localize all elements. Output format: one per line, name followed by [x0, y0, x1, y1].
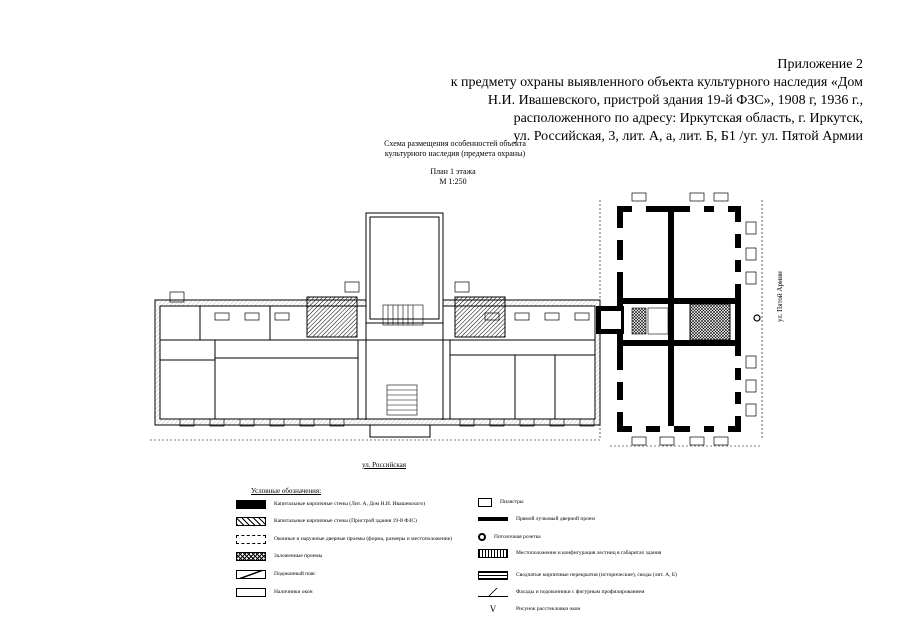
sill-belt-symbol — [236, 570, 266, 579]
legend-label: Прямой лучковый дверной проем — [516, 516, 595, 522]
legend-title: Условные обозначения: — [251, 487, 322, 495]
legend-item — [478, 586, 644, 598]
wall-annex-symbol — [236, 517, 266, 526]
rosette-symbol — [478, 533, 486, 541]
window-trim-symbol — [236, 588, 266, 597]
v-mark-symbol: V — [489, 603, 497, 614]
legend-item — [236, 568, 316, 580]
heading-line: расположенного по адресу: Иркутская область, г. Иркутск, — [513, 111, 863, 126]
legend-item — [236, 515, 417, 527]
legend-item — [236, 550, 322, 562]
legend-item — [478, 569, 677, 581]
legend-label: Оконные и наружные дверные проемы (форма, размеры и местоположение) — [274, 536, 453, 542]
heading-line: ул. Российская, 3, лит. А, а, лит. Б, Б1 /уг. ул. Пятой Армии — [513, 129, 863, 144]
pilaster-symbol — [478, 498, 492, 507]
legend-label: Фасады и подоконники с фигурным профилированием — [516, 589, 645, 595]
staircase-symbol — [478, 549, 508, 558]
scheme-title-line: культурного наследия (предмета охраны) — [384, 149, 526, 158]
scheme-title-line: Схема размещения особенностей объекта — [384, 139, 526, 148]
legend-item — [478, 531, 541, 543]
annex-wing — [155, 213, 600, 437]
legend-label: Капитальные кирпичные стены (Лит. А, Дом Н.И. Ивашевского) — [274, 501, 426, 507]
heading-line: Н.И. Ивашевского, пристрой здания 19-й ФЗС», 1908 г, 1936 г., — [487, 93, 863, 108]
legend-item — [236, 586, 313, 598]
legend-label: Заложенные проемы — [274, 553, 323, 559]
legend-item — [478, 547, 661, 559]
door-lintel-symbol — [478, 517, 508, 521]
legend-label: Местоположение и конфигурация лестниц в габаритах здания — [516, 550, 662, 556]
legend-label: Капитальные кирпичные стены (Пристрой здания 19-й ФЗС) — [274, 518, 417, 524]
street-label-pyatoy-armii: ул. Пятой Армии — [776, 271, 784, 322]
plan-name: План 1 этажа — [430, 167, 476, 176]
vault-symbol — [478, 571, 508, 580]
legend-label: Пилястры — [500, 499, 524, 505]
legend-label: Потолочная розетка — [494, 534, 541, 540]
facade-profile-symbol — [478, 588, 508, 597]
legend-item — [236, 498, 425, 510]
opening-symbol — [236, 535, 266, 544]
street-label-rossiyskaya: ул. Российская — [362, 461, 407, 469]
legend-label: Наличники окон — [274, 589, 313, 595]
legend-item — [236, 533, 452, 545]
legend-label: Подоконный пояс — [274, 571, 316, 577]
legend-label: Рисунок расстекловки окон — [516, 606, 581, 612]
legend-item — [478, 603, 580, 615]
legend-label: Сводчатые кирпичные перекрытия (исторические), своды (лит. А, Б) — [516, 572, 677, 578]
legend-item — [478, 496, 524, 508]
appendix-number: Приложение 2 — [777, 57, 863, 72]
wall-main-symbol — [236, 500, 266, 509]
main-house — [596, 193, 762, 446]
legend-item — [478, 513, 595, 525]
heading-line: к предмету охраны выявленного объекта культурного наследия «Дом — [450, 75, 863, 90]
plan-scale: М 1:250 — [439, 177, 467, 186]
blocked-opening-symbol — [236, 552, 266, 561]
